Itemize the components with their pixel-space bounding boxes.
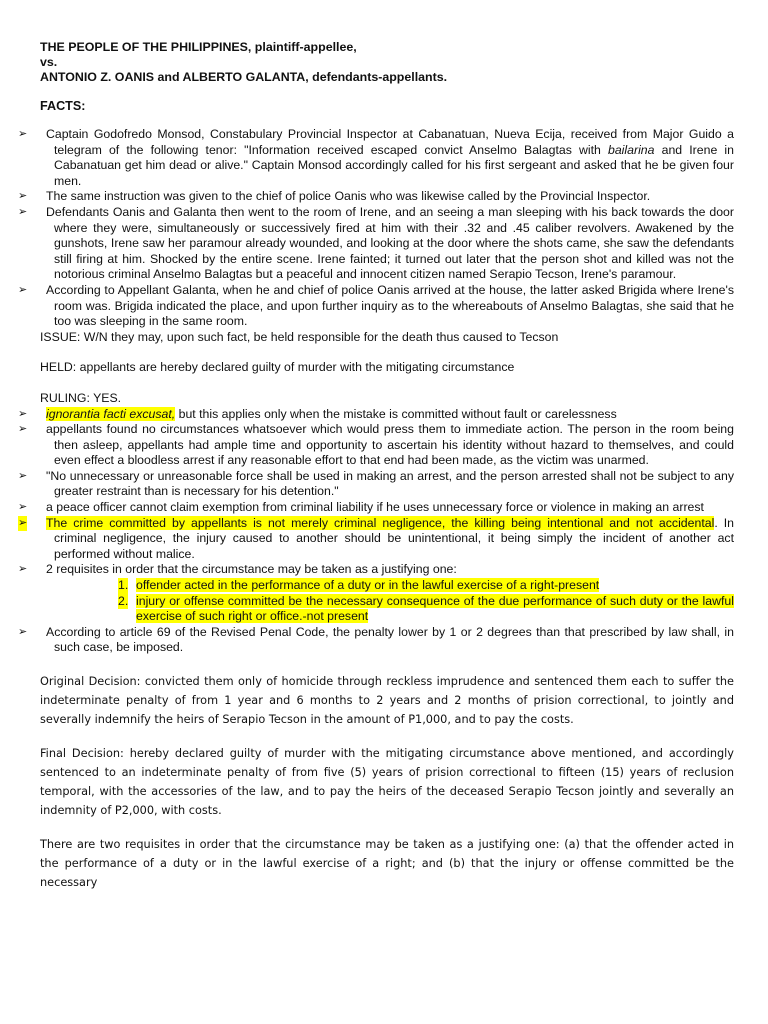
bullet-arrow-icon: ➢ (18, 423, 28, 436)
ruling-item-7: ➢ According to article 69 of the Revised Penal Code, the penalty lower by 1 or 2 degrees than that prescribed by law shall, in such case, be imposed. (18, 624, 734, 655)
bullet-arrow-icon: ➢ (18, 407, 28, 420)
ruling-item-2: ➢ appellants found no circumstances whatsoever which would press them to immediate action. The person in the room being then asleep, appellants had ample time and opportunity to ascertain his identity without hazard to themselves, and could even effect a bloodless arrest if any reasonable effort to that end had been made, as the victim was unarmed. (18, 422, 734, 468)
ruling-item-3: ➢ "No unnecessary or unreasonable force shall be used in making an arrest, and the person arrested shall not be subject to any greater restraint than is necessary for his detention." (18, 468, 734, 499)
held-line: HELD: appellants are hereby declared guilty of murder with the mitigating circumstance (40, 360, 515, 375)
case-title-plaintiff: THE PEOPLE OF THE PHILIPPINES, plaintiff-appellee, (40, 40, 357, 54)
facts-heading: FACTS: (40, 99, 86, 113)
fact-item-4: ➢ According to Appellant Galanta, when he and chief of police Oanis arrived at the house, the latter asked Brigida where Irene's room was. Brigida indicated the place, and upon further inquiry as to the whereabouts of Anselmo Balagtas, she said that he too was sleeping in the same room. (18, 282, 734, 329)
highlight-intentional: The crime committed by appellants is not merely criminal negligence, the killing being intentional and not accidental (46, 515, 715, 530)
final-decision-paragraph: Final Decision: hereby declared guilty of murder with the mitigating circumstance above mentioned, and accordingly sentenced to an indeterminate penalty of from five (5) years of prision correctional to fifteen (15) years of reclusion temporal, with the accessories of the law, and to pay the heirs of the deceased Serapio Tecson jointly and severally an indemnity of P2,000, with costs. (40, 747, 734, 817)
bullet-arrow-icon: ➢ (18, 501, 28, 514)
ruling-heading: RULING: YES. (40, 390, 122, 405)
fact-item-2: ➢ The same instruction was given to the chief of police Oanis who was likewise called by the Provincial Inspector. (18, 189, 651, 204)
bullet-arrow-icon: ➢ (18, 128, 28, 140)
fact-item-1: ➢ Captain Godofredo Monsod, Constabulary Provincial Inspector at Cabanatuan, Nueva Ecija, received from Major Guido a telegram of the following tenor: "Information received escaped convict Anselmo Balagtas with bailarina and Irene in Cabanatuan get him dead or alive." Captain Monsod accordingly called for his first sergeant and asked that he be given four men. (18, 127, 734, 188)
bullet-arrow-icon: ➢ (18, 563, 28, 576)
ruling-item-4: ➢ a peace officer cannot claim exemption from criminal liability if he uses unnecessary force or violence in making an arrest (18, 500, 704, 515)
case-title-versus: vs. (40, 55, 58, 69)
bullet-arrow-icon: ➢ (18, 190, 28, 203)
bullet-arrow-icon: ➢ (18, 205, 28, 218)
bullet-arrow-icon: ➢ (18, 516, 27, 532)
bullet-arrow-icon: ➢ (18, 469, 28, 482)
bullet-arrow-icon: ➢ (18, 283, 28, 296)
requisite-1: 1. offender acted in the performance of a duty or in the lawful exercise of a right-present (118, 578, 600, 593)
ruling-item-5: ➢ The crime committed by appellants is not merely criminal negligence, the killing being intentional and not accidental. In criminal negligence, the injury caused to another should be unintentional, it being simply the incident of another act performed without malice. (18, 515, 734, 561)
highlight-ignorantia: ignorantia facti excusat, (46, 406, 176, 421)
ruling-item-1: ➢ ignorantia facti excusat, but this applies only when the mistake is committed without fault or carelessness (18, 406, 617, 421)
bullet-arrow-icon: ➢ (18, 625, 28, 638)
fact-item-3: ➢ Defendants Oanis and Galanta then went to the room of Irene, and an seeing a man sleeping with his back towards the door where they were, simultaneously or successively fired at him with their .32 and .45 caliber revolvers. Awakened by the gunshots, Irene saw her paramour already wounded, and looking at the door where the shots came, she saw the defendants still firing at him. Shocked by the entire scene. Irene fainted; it turned out later that the person shot and killed was not the notorious criminal Anselmo Balagtas but a peaceful and innocent citizen named Serapio Tecson, Irene's paramour. (18, 204, 734, 282)
case-title-defendants: ANTONIO Z. OANIS and ALBERTO GALANTA, defendants-appellants. (40, 70, 448, 84)
requisite-2: 2. injury or offense committed be the necessary consequence of the due performance of such duty or the lawful exercise of such right or office.-not present (118, 593, 734, 624)
issue-line: ISSUE: W/N they may, upon such fact, be held responsible for the death thus caused to Tecson (40, 329, 559, 344)
case-title (40, 40, 734, 85)
ruling-item-6: ➢ 2 requisites in order that the circumstance may be taken as a justifying one: (18, 562, 457, 577)
requisites-paragraph: There are two requisites in order that the circumstance may be taken as a justifying one: (a) that the offender acted in the performance of a duty or in the lawful exercise of a right; and (b) that the injury or offense committed be the necessary (40, 838, 734, 889)
original-decision-paragraph: Original Decision: convicted them only of homicide through reckless imprudence and sentenced them each to suffer the indeterminate penalty of from 1 year and 6 months to 2 years and 2 months of prision correctional, to jointly and severally indemnify the heirs of Serapio Tecson in the amount of P1,000, and to pay the costs. (40, 675, 734, 726)
